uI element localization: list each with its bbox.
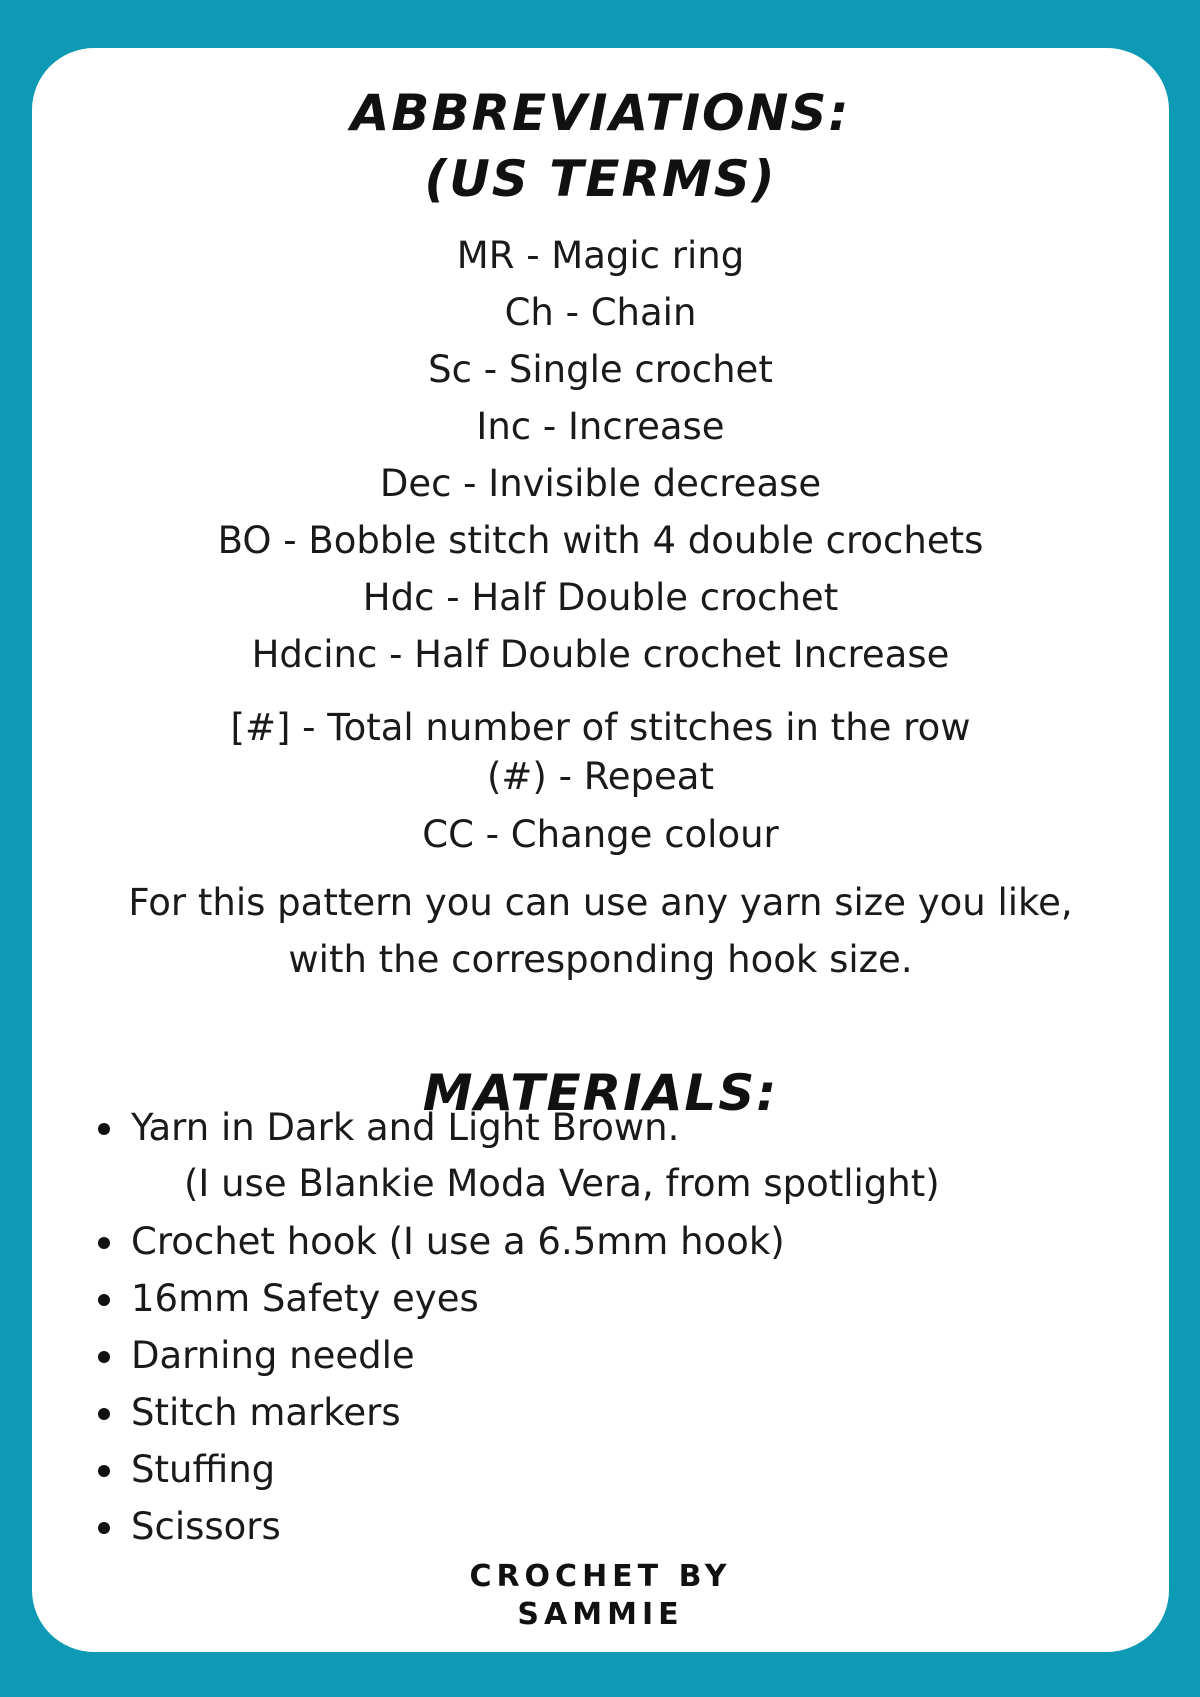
abbrev-item: [#] - Total number of stitches in the row: [230, 706, 971, 749]
abbrev-item: Dec - Invisible decrease: [379, 462, 822, 505]
abbrev-item: BO - Bobble stitch with 4 double crochets: [217, 519, 984, 562]
materials-list: [32, 48, 1169, 1652]
yarn-brand-note: (I use Blankie Moda Vera, from spotlight): [184, 1162, 940, 1205]
brand-footer: [32, 1558, 1169, 1634]
abbreviations-title: ABBREVIATIONS:: [350, 84, 851, 142]
abbrev-item: Sc - Single crochet: [428, 348, 773, 391]
list-item-text: Crochet hook (I use a 6.5mm hook): [131, 1220, 785, 1263]
abbrev-item: Inc - Increase: [476, 405, 725, 448]
list-item-text: Scissors: [131, 1505, 281, 1548]
abbrev-item: (#) - Repeat: [487, 755, 714, 798]
bullet-icon: [98, 1294, 110, 1306]
abbrev-item: Hdc - Half Double crochet: [362, 576, 839, 619]
materials-title: MATERIALS:: [422, 1064, 779, 1122]
list-item-text: Yarn in Dark and Light Brown.: [131, 1106, 680, 1149]
list-item-text: Stuffing: [131, 1448, 276, 1491]
pattern-card: [32, 48, 1169, 1652]
us-terms-subtitle: (US TERMS): [424, 150, 777, 208]
abbrev-item: MR - Magic ring: [456, 234, 745, 277]
abbrev-item: Ch - Chain: [504, 291, 697, 334]
bullet-icon: [98, 1123, 110, 1135]
brand-line-1: CROCHET BY: [469, 1559, 732, 1594]
yarn-size-note: For this pattern you can use any yarn size you like,: [128, 881, 1073, 924]
list-item-text: 16mm Safety eyes: [131, 1277, 479, 1320]
hook-size-note: with the corresponding hook size.: [288, 938, 913, 981]
abbrev-item: CC - Change colour: [422, 813, 779, 856]
bullet-icon: [98, 1408, 110, 1420]
list-item-text: Stitch markers: [131, 1391, 401, 1434]
bullet-icon: [98, 1237, 110, 1249]
bullet-icon: [98, 1465, 110, 1477]
bullet-icon: [98, 1522, 110, 1534]
bullet-icon: [98, 1351, 110, 1363]
brand-line-2: SAMMIE: [517, 1597, 684, 1632]
list-item-text: Darning needle: [131, 1334, 415, 1377]
abbrev-item: Hdcinc - Half Double crochet Increase: [251, 633, 950, 676]
